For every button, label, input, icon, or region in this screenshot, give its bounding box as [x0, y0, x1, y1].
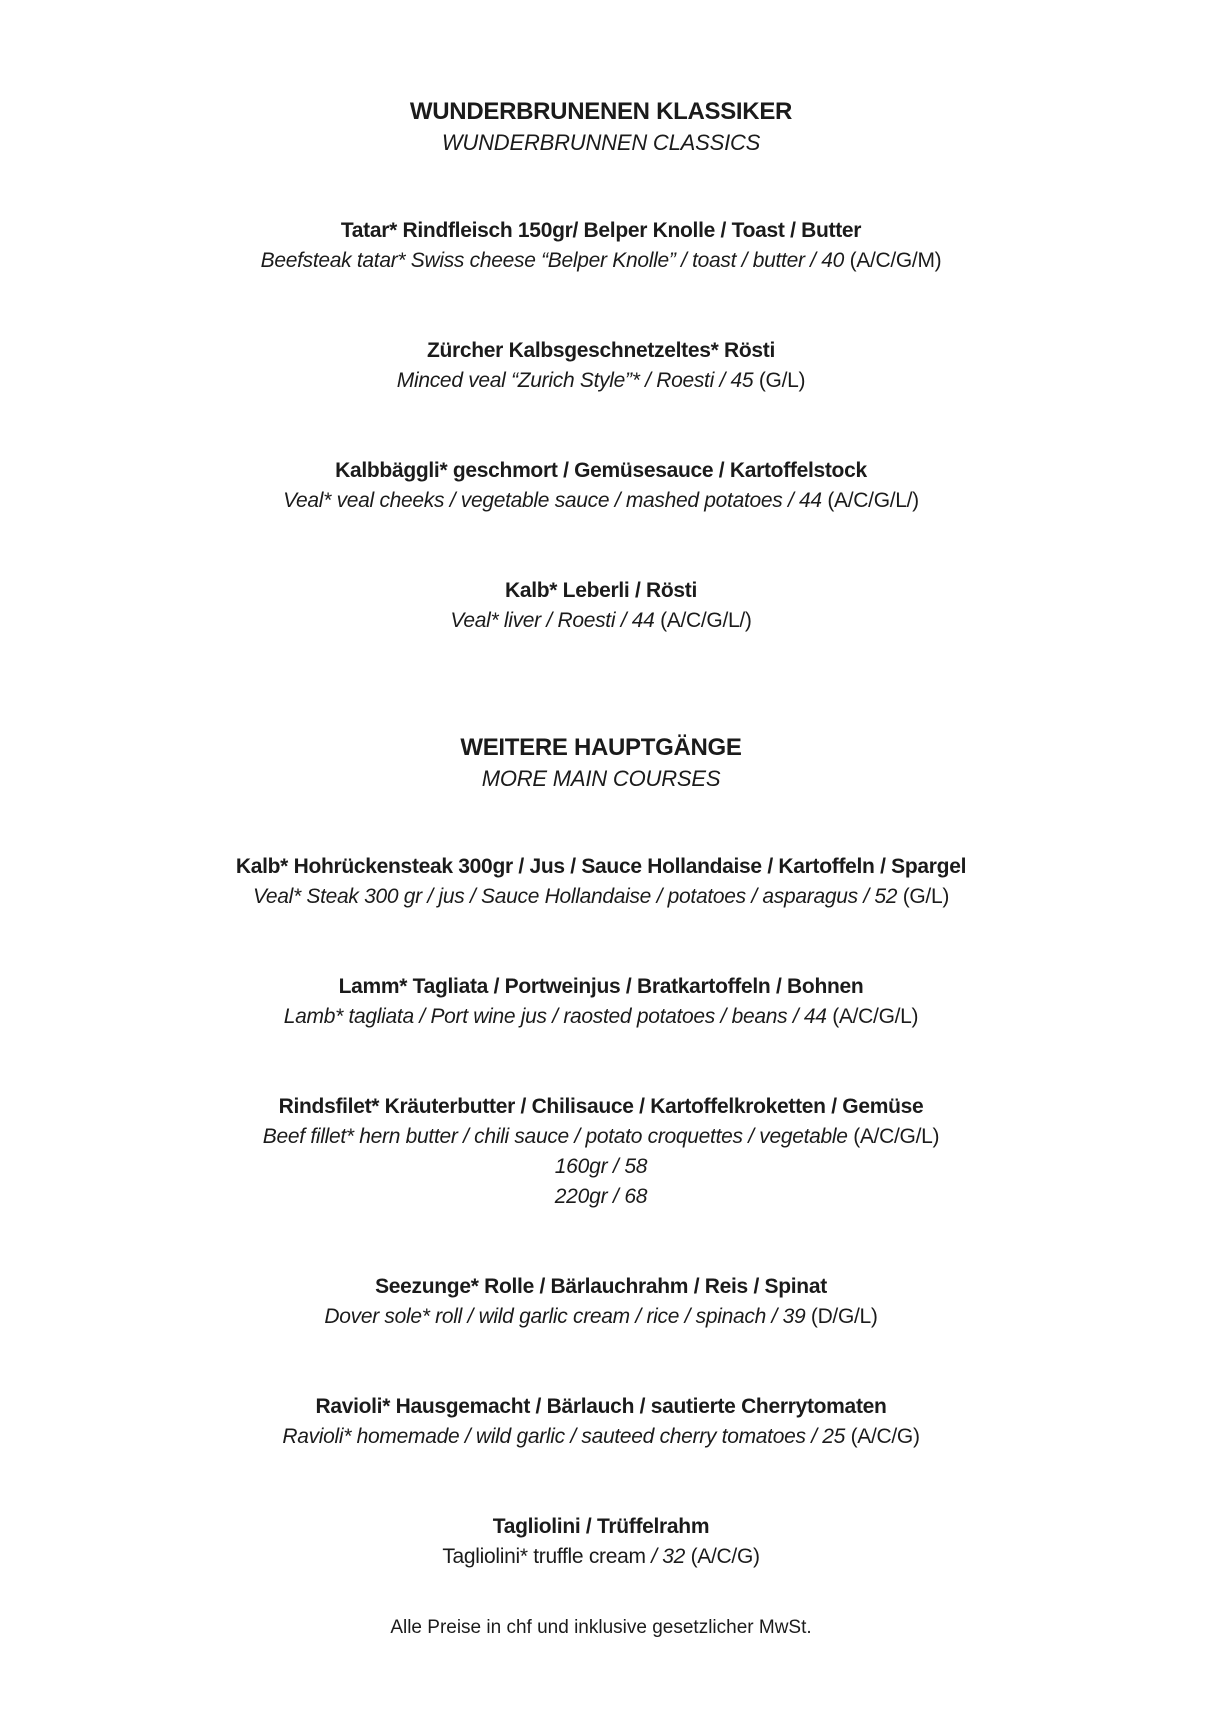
- section-title: WEITERE HAUPTGÄNGE: [460, 734, 742, 761]
- item-name: Zürcher Kalbsgeschnetzeltes* Rösti: [426, 339, 776, 362]
- menu-item-tatar: [24, 216, 1178, 276]
- menu-item-lamm-tagliata: [24, 972, 1178, 1032]
- price-vat-note: Alle Preise in chf und inklusive gesetzlicher MwSt.: [390, 1617, 812, 1638]
- menu-item-ravioli: [24, 1392, 1178, 1452]
- item-name: Lamm* Tagliata / Portweinjus / Bratkartoffeln / Bohnen: [338, 975, 864, 998]
- item-description: [24, 246, 1178, 276]
- item-desc-text: Dover sole* roll / wild garlic cream / rice / spinach / 39: [324, 1305, 806, 1328]
- item-description: [24, 1422, 1178, 1452]
- item-allergens: (A/C/G/L/): [660, 609, 752, 632]
- item-name: Tatar* Rindfleisch 150gr/ Belper Knolle / Toast / Butter: [340, 219, 862, 242]
- item-desc-text: Veal* veal cheeks / vegetable sauce / mashed potatoes / 44: [283, 489, 822, 512]
- item-size-option: 160gr / 58: [554, 1155, 648, 1178]
- item-name: Kalb* Hohrückensteak 300gr / Jus / Sauce Hollandaise / Kartoffeln / Spargel: [235, 855, 967, 878]
- menu-item-hohrueckensteak: [24, 852, 1178, 912]
- item-desc-prefix: Tagliolini* truffle cream: [442, 1545, 646, 1568]
- item-allergens: (A/C/G/L): [853, 1125, 940, 1148]
- section-header-klassiker: [24, 96, 1178, 158]
- item-description: [24, 366, 1178, 396]
- item-description: [24, 1002, 1178, 1032]
- item-desc-text: Ravioli* homemade / wild garlic / sauteed cherry tomatoes / 25: [282, 1425, 846, 1448]
- item-allergens: (A/C/G/L): [832, 1005, 919, 1028]
- item-allergens: (A/C/G/M): [849, 249, 942, 272]
- item-description: [24, 1302, 1178, 1332]
- item-allergens: (D/G/L): [810, 1305, 878, 1328]
- item-description: [24, 882, 1178, 912]
- item-allergens: (A/C/G): [850, 1425, 920, 1448]
- item-size-option: 220gr / 68: [554, 1185, 648, 1208]
- item-desc-text: Veal* Steak 300 gr / jus / Sauce Hollandaise / potatoes / asparagus / 52: [252, 885, 898, 908]
- item-name: Tagliolini / Trüffelrahm: [492, 1515, 710, 1538]
- item-desc-text: Veal* liver / Roesti / 44: [450, 609, 655, 632]
- item-desc-text: Minced veal “Zurich Style”* / Roesti / 45: [396, 369, 754, 392]
- menu-item-tagliolini: [24, 1512, 1178, 1572]
- item-description: [24, 1122, 1178, 1152]
- item-name: Seezunge* Rolle / Bärlauchrahm / Reis / Spinat: [375, 1275, 827, 1298]
- item-allergens: (A/C/G): [690, 1545, 760, 1568]
- item-desc-text: Lamb* tagliata / Port wine jus / raosted potatoes / beans / 44: [283, 1005, 827, 1028]
- menu-item-seezunge: [24, 1272, 1178, 1332]
- section-subtitle: WUNDERBRUNNEN CLASSICS: [441, 130, 761, 155]
- item-desc-text: / 32: [651, 1545, 686, 1568]
- item-name: Kalb* Leberli / Rösti: [504, 579, 698, 602]
- item-allergens: (G/L): [758, 369, 806, 392]
- item-allergens: (A/C/G/L/): [827, 489, 919, 512]
- section-header-hauptgaenge: [24, 732, 1178, 794]
- item-desc-text: Beef fillet* hern butter / chili sauce / potato croquettes / vegetable: [262, 1125, 848, 1148]
- item-name: Ravioli* Hausgemacht / Bärlauch / sautierte Cherrytomaten: [315, 1395, 887, 1418]
- item-desc-text: Beefsteak tatar* Swiss cheese “Belper Knolle” / toast / butter / 40: [260, 249, 845, 272]
- item-allergens: (G/L): [902, 885, 950, 908]
- menu-item-leberli: [24, 576, 1178, 636]
- item-description: [24, 606, 1178, 636]
- item-description: [24, 486, 1178, 516]
- menu-item-geschnetzeltes: [24, 336, 1178, 396]
- menu-item-rindsfilet: [24, 1092, 1178, 1212]
- item-name: Kalbbäggli* geschmort / Gemüsesauce / Kartoffelstock: [335, 459, 867, 482]
- menu-item-kalbbaeggli: [24, 456, 1178, 516]
- section-title: WUNDERBRUNENEN KLASSIKER: [409, 98, 793, 125]
- section-subtitle: MORE MAIN COURSES: [481, 766, 721, 791]
- item-description: [24, 1542, 1178, 1572]
- item-name: Rindsfilet* Kräuterbutter / Chilisauce / Kartoffelkroketten / Gemüse: [278, 1095, 924, 1118]
